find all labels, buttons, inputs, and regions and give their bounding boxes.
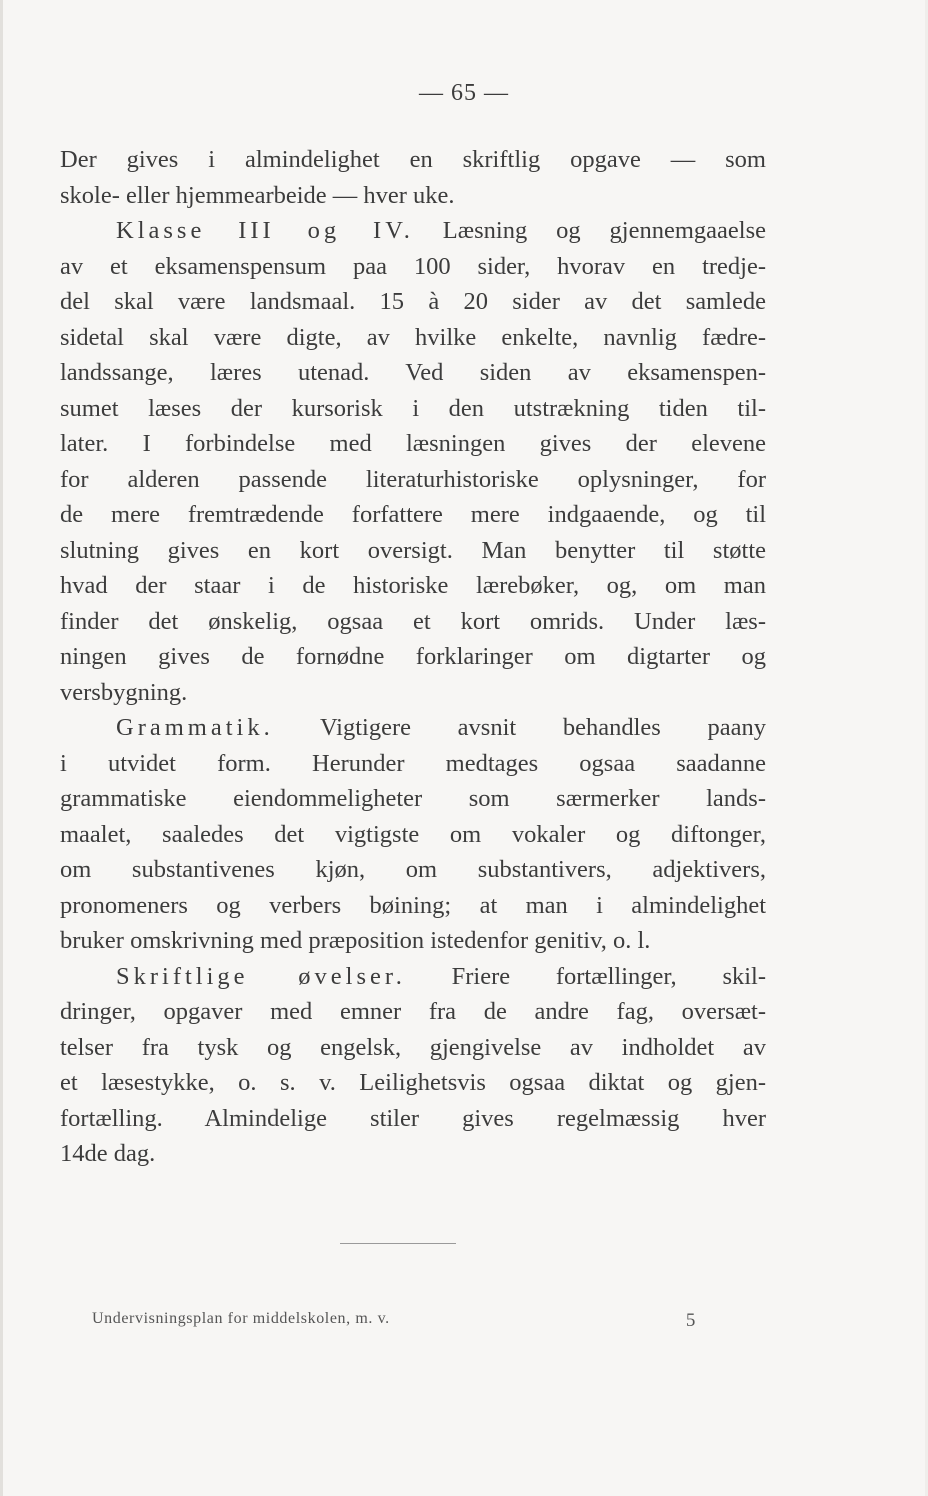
- footer-title: Undervisningsplan for middelskolen, m. v.: [92, 1310, 390, 1327]
- text-line: [60, 923, 766, 959]
- section-heading: Klasse III og IV.: [116, 217, 414, 244]
- line-text: pronomeners og verbers bøining; at man i almindelighet: [60, 891, 766, 919]
- text-line: [60, 497, 766, 533]
- text-line: [60, 604, 766, 640]
- line-text: Der gives i almindelighet en skriftlig opgave — som: [60, 146, 766, 173]
- line-text: Læsning og gjennemgaaelse: [442, 217, 766, 244]
- text-line: [60, 817, 766, 853]
- text-line: [60, 284, 766, 320]
- section-heading: Skriftlige øvelser.: [116, 962, 406, 990]
- text-line: [60, 675, 766, 711]
- line-text: grammatiske eiendommeligheter som særmerker lands-: [60, 785, 766, 812]
- text-line: [60, 142, 766, 178]
- line-text: et læsestykke, o. s. v. Leilighetsvis ogsaa diktat og gjen-: [60, 1069, 766, 1096]
- text-line: [60, 391, 766, 427]
- line-text: bruker omskrivning med præposition istedenfor genitiv, o. l.: [60, 927, 651, 954]
- page-edge-left: [0, 0, 3, 1496]
- text-line: [60, 959, 766, 995]
- page-footer: [92, 1310, 696, 1331]
- text-line: [60, 1101, 766, 1137]
- line-text: later. I forbindelse med læsningen gives der elevene: [60, 430, 766, 457]
- text-line: [60, 249, 766, 285]
- text-line: [60, 1136, 766, 1172]
- text-line: [60, 1065, 766, 1101]
- line-text: sidetal skal være digte, av hvilke enkelte, navnlig fædre-: [60, 323, 766, 351]
- text-line: [60, 1030, 766, 1066]
- text-line: [60, 462, 766, 498]
- text-line: [60, 355, 766, 391]
- page-number: — 65 —: [419, 80, 509, 106]
- line-text: hvad der staar i de historiske lærebøker, og, om man: [60, 572, 766, 599]
- text-line: [60, 178, 766, 214]
- line-text: dringer, opgaver med emner fra de andre fag, oversæt-: [60, 998, 766, 1025]
- line-text: del skal være landsmaal. 15 à 20 sider av det samlede: [60, 288, 766, 315]
- text-line: [60, 426, 766, 462]
- text-line: [60, 568, 766, 604]
- line-text: Friere fortællinger, skil-: [451, 962, 767, 990]
- text-line: [60, 888, 766, 924]
- line-text: om substantivenes kjøn, om substantivers, adjektivers,: [60, 856, 766, 883]
- line-text: de mere fremtrædende forfattere mere indgaaende, og til: [60, 501, 766, 528]
- line-text: sumet læses der kursorisk i den utstrækning tiden til-: [60, 394, 766, 422]
- line-text: i utvidet form. Herunder medtages ogsaa saadanne: [60, 749, 766, 777]
- line-text: av et eksamenspensum paa 100 sider, hvorav en tredje-: [60, 252, 766, 280]
- section-heading: Grammatik.: [116, 714, 274, 741]
- line-text: finder det ønskelig, ogsaa et kort omrids. Under læs-: [60, 607, 766, 635]
- text-line: [60, 639, 766, 675]
- signature-mark: 5: [685, 1310, 696, 1331]
- line-text: Vigtigere avsnit behandles paany: [319, 714, 766, 741]
- body-text: [60, 142, 766, 1172]
- text-line: [60, 852, 766, 888]
- line-text: telser fra tysk og engelsk, gjengivelse av indholdet av: [60, 1033, 766, 1061]
- text-line: [60, 320, 766, 356]
- text-line: [60, 994, 766, 1030]
- line-text: landssange, læres utenad. Ved siden av eksamenspen-: [60, 359, 766, 386]
- text-line: [60, 746, 766, 782]
- line-text: 14de dag.: [60, 1140, 156, 1167]
- line-text: for alderen passende literaturhistoriske oplysninger, for: [60, 465, 766, 493]
- line-text: maalet, saaledes det vigtigste om vokaler og diftonger,: [60, 820, 766, 848]
- line-text: versbygning.: [60, 678, 188, 706]
- text-line: [60, 781, 766, 817]
- text-line: [60, 533, 766, 569]
- text-line: [60, 710, 766, 746]
- line-text: skole- eller hjemmearbeide — hver uke.: [60, 181, 455, 209]
- line-text: fortælling. Almindelige stiler gives regelmæssig hver: [60, 1104, 766, 1132]
- section-divider: [340, 1243, 456, 1244]
- line-text: ningen gives de fornødne forklaringer om digtarter og: [60, 643, 766, 670]
- text-line: [60, 213, 766, 249]
- line-text: slutning gives en kort oversigt. Man benytter til støtte: [60, 536, 766, 564]
